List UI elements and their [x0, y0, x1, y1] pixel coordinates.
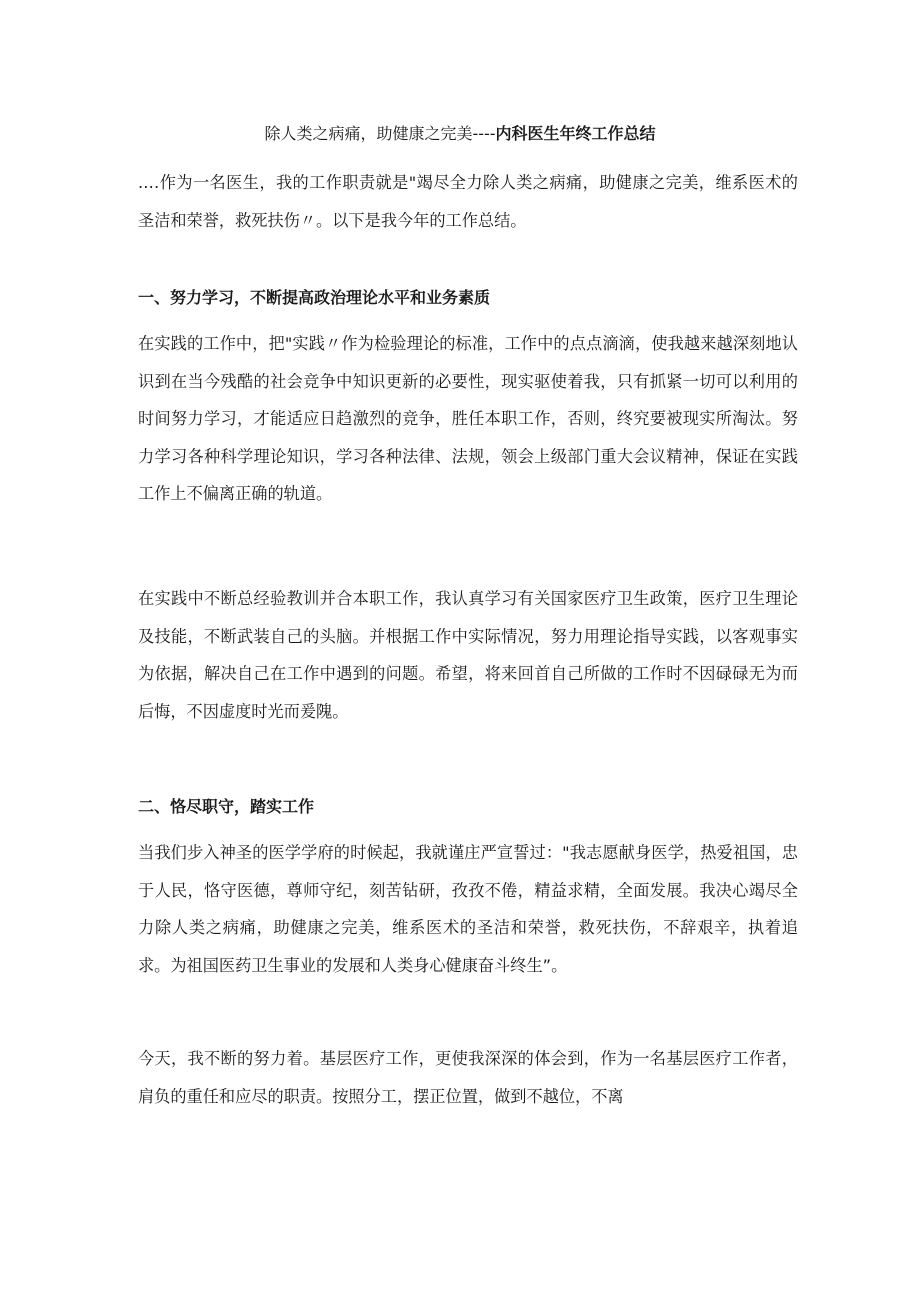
- section-1-heading: 一、努力学习，不断提高政治理论水平和业务素质: [138, 288, 491, 307]
- section-1-paragraph-2: 在实践中不断总经验教训并合本职工作，我认真学习有关国家医疗卫生政策，医疗卫生理论及技能，不断武装自己的头脑。并根据工作中实际情况，努力用理论指导实践，以客观事实为依据，解决自己在工作中遇到的问题。希望，将来回首自己所做的工作时不因碌碌无为而后悔，不因虚度时光而爰隗。: [138, 589, 798, 721]
- document-title: [0, 122, 920, 146]
- section-2-paragraph-2: 今天，我不断的努力着。基层医疗工作，更使我深深的体会到，作为一名基层医疗工作者，肩负的重任和应尽的职责。按照分工，摆正位置，做到不越位，不离: [138, 1049, 798, 1106]
- title-bold: 内科医生年终工作总结: [495, 124, 656, 143]
- intro-block: [138, 164, 798, 239]
- title-main: 除人类之病痛，助健康之完美----: [264, 124, 496, 143]
- section-2-para-1-block: [138, 834, 798, 984]
- section-2-heading-block: [138, 795, 798, 819]
- section-2-paragraph-1: 当我们步入神圣的医学学府的时候起，我就谨庄严宣誓过："我志愿献身医学，热爱祖国，忠于人民，恪守医德，尊师守纪，刻苦钻研，孜孜不倦，精益求精，全面发展。我决心竭尽全力除人类之病痛，助健康之完美，维系医术的圣洁和荣誉，救死扶伤，不辞艰辛，执着追求。为祖国医药卫生事业的发展和人类身心健康奋斗终生”。: [138, 843, 798, 975]
- section-1-paragraph-1: 在实践的工作中，把"实践〃作为检验理论的标准，工作中的点点滴滴，使我越来越深刻地认识到在当今残酷的社会竞争中知识更新的必要性，现实驱使着我，只有抓紧一切可以利用的时间努力学习，才能适应日趋激烈的竞争，胜任本职工作，否则，终究要被现实所淘汰。努力学习各种科学理论知识，学习各种法律、法规，领会上级部门重大会议精神，保证在实践工作上不偏离正确的轨道。: [138, 334, 798, 503]
- intro-paragraph: .…作为一名医生，我的工作职责就是"竭尽全力除人类之病痛，助健康之完美，维系医术的圣洁和荣誉，救死扶伤〃。以下是我今年的工作总结。: [138, 173, 798, 230]
- section-1-heading-block: [138, 286, 798, 310]
- section-2-heading: 二、恪尽职守，踏实工作: [138, 797, 315, 816]
- section-2-para-2-block: [138, 1040, 798, 1115]
- section-1-para-1-block: [138, 325, 798, 513]
- section-1-para-2-block: [138, 580, 798, 730]
